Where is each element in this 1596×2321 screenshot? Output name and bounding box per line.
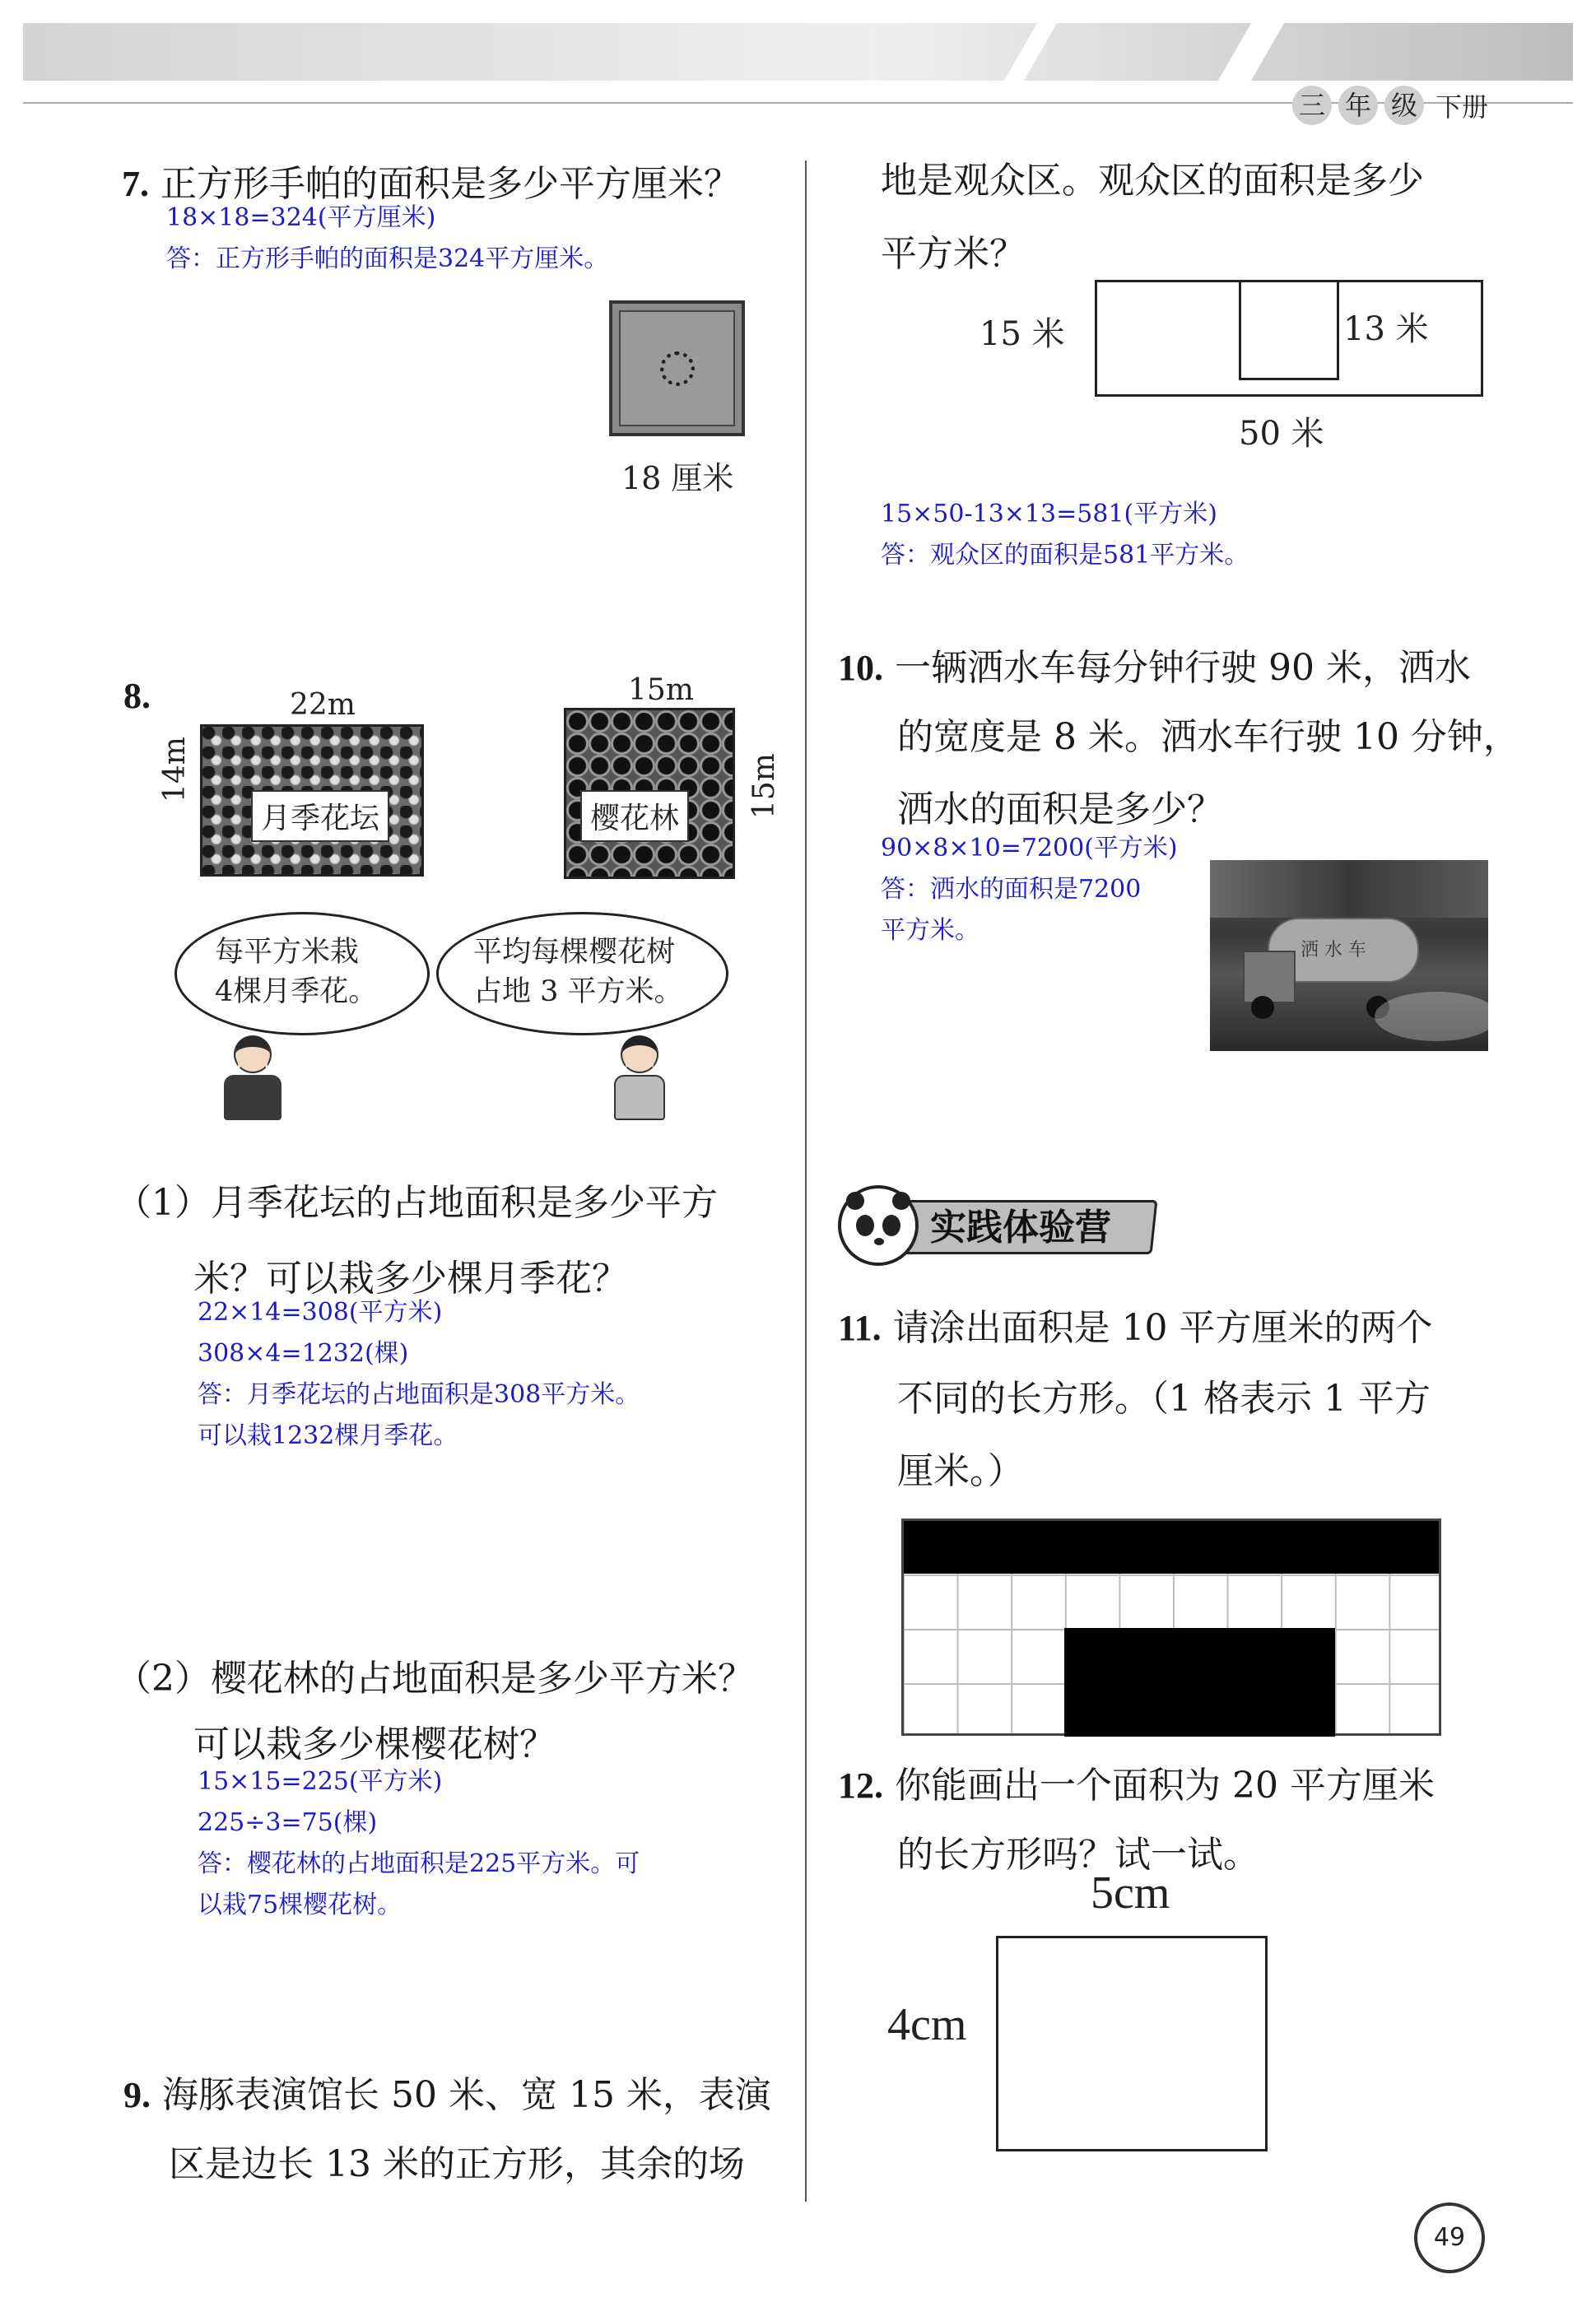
q10-text-1: 一辆洒水车每分钟行驶 90 米，洒水 xyxy=(895,647,1471,689)
q9-line1 xyxy=(123,2059,771,2132)
q8-part1-answer-3: 答：月季花坛的占地面积是308平方米。 xyxy=(198,1380,640,1409)
grade-badges xyxy=(1292,86,1488,125)
q10-line3: 洒水的面积是多少？ xyxy=(897,788,1223,830)
q7-side-label: 18 厘米 xyxy=(621,460,734,496)
q8-part1-answer-1: 22×14=308(平方米) xyxy=(198,1298,443,1327)
q9-label-13: 13 米 xyxy=(1343,310,1429,348)
q9-answer-2: 答：观众区的面积是581平方米。 xyxy=(881,541,1249,570)
q9-line4: 平方米？ xyxy=(881,233,1026,275)
q8-part2-line1: （2）樱花林的占地面积是多少平方米？ xyxy=(115,1658,754,1700)
q10-line1 xyxy=(838,632,1471,705)
sakura-grove-label: 樱花林 xyxy=(580,790,689,842)
bubble-rose-line-2: 4棵月季花。 xyxy=(215,975,378,1008)
q12-number: 12. xyxy=(838,1765,883,1806)
q8-part1-line1: （1）月季花坛的占地面积是多少平方 xyxy=(115,1182,718,1224)
q11-line3: 厘米。） xyxy=(897,1450,1024,1492)
sakura-height-label: 15m xyxy=(747,753,781,819)
q8-number: 8. xyxy=(123,676,151,716)
q12-line1 xyxy=(838,1750,1435,1822)
bubble-sakura-line-2: 占地 3 平方米。 xyxy=(473,975,683,1008)
rose-width-label: 22m xyxy=(290,688,356,722)
rose-height-label: 14m xyxy=(158,737,192,802)
q11-text-1: 请涂出面积是 10 平方厘米的两个 xyxy=(892,1307,1433,1349)
q7-number: 7. xyxy=(122,164,149,204)
q7-text: 正方形手帕的面积是多少平方厘米？ xyxy=(161,163,740,205)
q9-answer-1: 15×50-13×13=581(平方米) xyxy=(881,500,1217,528)
column-divider xyxy=(805,160,807,2202)
q11-number: 11. xyxy=(838,1308,882,1348)
q12-text-1: 你能画出一个面积为 20 平方厘米 xyxy=(895,1765,1435,1807)
shaded-rect-1x10 xyxy=(904,1521,1439,1574)
q7-answer-2: 答：正方形手帕的面积是324平方厘米。 xyxy=(166,244,609,273)
section-banner xyxy=(838,1185,1163,1267)
q9-label-50: 50 米 xyxy=(1239,415,1324,453)
q12-line2: 的长方形吗？试一试。 xyxy=(897,1834,1259,1876)
q10-answer-3: 平方米。 xyxy=(881,916,979,945)
q9-text-1: 海豚表演馆长 50 米、宽 15 米，表演 xyxy=(162,2074,771,2116)
q8-part2-line2: 可以栽多少棵樱花树？ xyxy=(193,1723,556,1765)
q10-answer-2: 答：洒水的面积是7200 xyxy=(881,875,1142,904)
q9-line3: 地是观众区。观众区的面积是多少 xyxy=(881,160,1424,202)
q9-number: 9. xyxy=(123,2075,151,2115)
grade-char: 年 xyxy=(1338,86,1378,125)
q12-width-label: 5cm xyxy=(1091,1867,1170,1919)
handkerchief-image xyxy=(609,300,745,436)
bubble-rose-line-1: 每平方米栽 xyxy=(215,936,360,969)
q11-line2: 不同的长方形。（1 格表示 1 平方 xyxy=(897,1378,1431,1420)
bubble-sakura-line-1: 平均每棵樱花树 xyxy=(473,936,676,969)
q10-answer-1: 90×8×10=7200(平方米) xyxy=(881,834,1178,863)
speech-bubble-sakura xyxy=(436,912,728,1035)
header-bar xyxy=(23,23,1573,81)
page-number: 49 xyxy=(1433,2223,1466,2252)
q8-part1-answer-2: 308×4=1232(棵) xyxy=(198,1339,409,1368)
sprinkler-truck-photo xyxy=(1210,860,1488,1051)
grid-10x4 xyxy=(901,1519,1441,1736)
volume-label: 下册 xyxy=(1435,91,1489,123)
q10-line2: 的宽度是 8 米。洒水车行驶 10 分钟， xyxy=(897,716,1519,758)
grade-char: 三 xyxy=(1292,86,1332,125)
shaded-rect-2x5 xyxy=(1064,1628,1335,1737)
q12-height-label: 4cm xyxy=(887,1999,967,2050)
performance-square xyxy=(1239,280,1339,380)
sakura-width-label: 15m xyxy=(628,673,694,707)
q8-part2-answer-3: 答：樱花林的占地面积是225平方米。可 xyxy=(198,1849,640,1878)
boy-figure-icon xyxy=(216,1035,290,1122)
q9-label-15: 15 米 xyxy=(979,315,1065,353)
q7-answer-1: 18×18=324(平方厘米) xyxy=(166,203,436,232)
q8-part2-answer-2: 225÷3=75(棵) xyxy=(198,1808,378,1837)
panda-icon xyxy=(838,1185,919,1266)
girl-figure-icon xyxy=(607,1035,673,1122)
q8-part2-answer-1: 15×15=225(平方米) xyxy=(198,1767,443,1796)
speech-bubble-rose xyxy=(174,912,430,1035)
truck-text: 洒 水 车 xyxy=(1301,940,1366,960)
rose-bed-label: 月季花坛 xyxy=(251,790,389,842)
q9-line2: 区是边长 13 米的正方形，其余的场 xyxy=(169,2143,745,2185)
page-number-badge xyxy=(1414,2202,1485,2273)
q10-number: 10. xyxy=(838,648,883,688)
q8-part1-line2: 米？可以栽多少棵月季花？ xyxy=(193,1258,628,1300)
q12-rectangle xyxy=(996,1936,1268,2151)
q8-part1-answer-4: 可以栽1232棵月季花。 xyxy=(198,1421,458,1450)
q8-part2-answer-4: 以栽75棵樱花树。 xyxy=(198,1891,402,1919)
section-title: 实践体验营 xyxy=(930,1207,1111,1249)
grade-char: 级 xyxy=(1384,86,1424,125)
q11-line1 xyxy=(838,1292,1433,1365)
